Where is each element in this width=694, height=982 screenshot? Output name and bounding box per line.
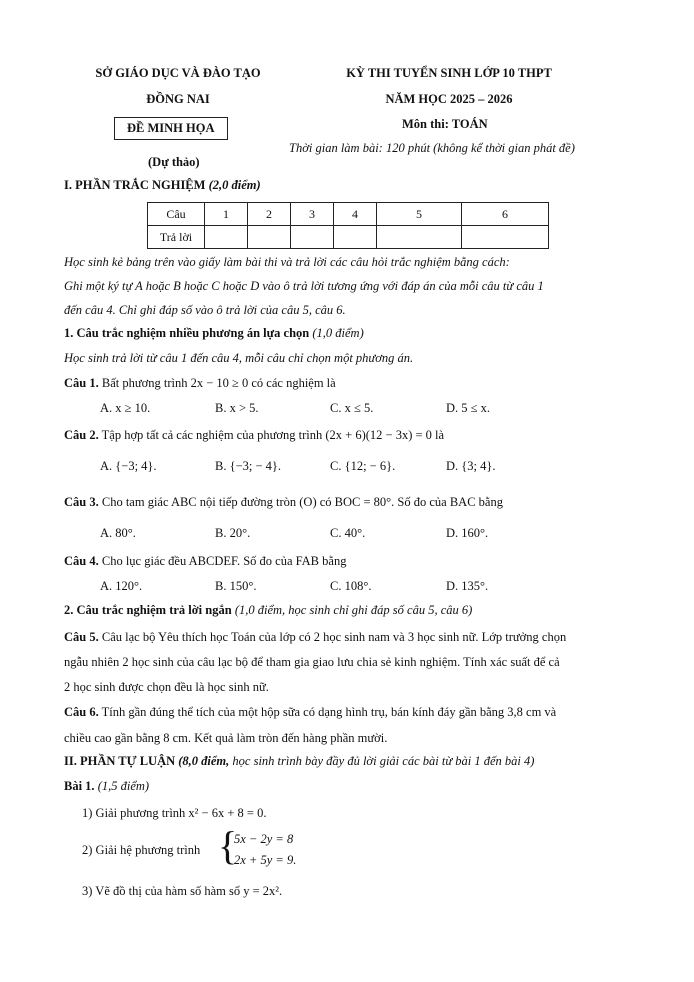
- answer-table: [147, 202, 549, 249]
- answer-cell: [291, 226, 334, 249]
- question-label: Câu 1.: [64, 376, 99, 390]
- bai1-item-3: 3) Vẽ đồ thị của hàm số hàm số y = 2x².: [82, 884, 283, 898]
- q4-option-d: D. 135°.: [446, 579, 489, 593]
- q3-option-a: A. 80°.: [100, 526, 136, 540]
- table-header-question: Câu: [148, 203, 205, 226]
- question-text: Tính gần đúng thể tích của một hộp sữa có dạng hình trụ, bán kính đáy gần bằng 3,8 cm và: [101, 705, 557, 719]
- bai1-heading: [64, 779, 149, 794]
- table-header-answer: Trả lời: [148, 226, 205, 249]
- q1-option-d: D. 5 ≤ x.: [446, 401, 491, 415]
- part2-title: II. PHẦN TỰ LUẬN: [64, 754, 176, 768]
- question-text: Câu lạc bộ Yêu thích học Toán của lớp có 2 học sinh nam và 3 học sinh nữ. Lớp trưởng chọn: [101, 630, 567, 644]
- q2-option-b: B. {−3; − 4}.: [215, 459, 282, 473]
- question-2: [64, 428, 444, 443]
- section1-note: Học sinh trả lời từ câu 1 đến câu 4, mỗi câu chỉ chọn một phương án.: [64, 351, 414, 365]
- instruction-line-3: đến câu 4. Chỉ ghi đáp số vào ô trả lời của câu 5, câu 6.: [64, 303, 346, 317]
- answer-cell: [205, 226, 248, 249]
- department-line-1: SỞ GIÁO DỤC VÀ ĐÀO TẠO: [95, 66, 261, 80]
- school-year: NĂM HỌC 2025 – 2026: [385, 92, 513, 106]
- table-col-4: 4: [334, 203, 377, 226]
- question-5-line-3: 2 học sinh được chọn đều là học sinh nữ.: [64, 680, 269, 694]
- q3-option-d: D. 160°.: [446, 526, 489, 540]
- system-brace: {: [218, 823, 238, 868]
- system-equation-2: 2x + 5y = 9.: [234, 853, 297, 867]
- section2-points: (1,0 điểm, học sinh chỉ ghi đáp số câu 5, câu 6): [234, 603, 473, 617]
- table-col-3: 3: [291, 203, 334, 226]
- instruction-line-2: Ghi một ký tự A hoặc B hoặc C hoặc D vào ô trả lời tương ứng với đáp án của mỗi câu từ câu 1: [64, 279, 544, 293]
- question-1: [64, 376, 336, 391]
- q2-option-a: A. {−3; 4}.: [100, 459, 157, 473]
- sample-exam-badge: ĐỀ MINH HỌA: [114, 117, 228, 140]
- q1-option-b: B. x > 5.: [215, 401, 259, 415]
- part1-heading: [64, 178, 261, 193]
- question-text: Cho tam giác ABC nội tiếp đường tròn (O) có BOC = 80°. Số đo của BAC bằng: [101, 495, 503, 509]
- question-4: [64, 554, 346, 569]
- subject: Môn thi: TOÁN: [402, 117, 488, 131]
- instruction-line-1: Học sinh kẻ bảng trên vào giấy làm bài thi và trả lời các câu hỏi trắc nghiệm bằng cách:: [64, 255, 510, 269]
- q3-option-b: B. 20°.: [215, 526, 251, 540]
- q2-option-d: D. {3; 4}.: [446, 459, 496, 473]
- part2-note: học sinh trình bày đầy đủ lời giải các bài từ bài 1 đến bài 4): [232, 754, 535, 768]
- question-label: Câu 4.: [64, 554, 99, 568]
- q4-option-b: B. 150°.: [215, 579, 257, 593]
- question-5-line-1: [64, 629, 630, 645]
- q4-option-a: A. 120°.: [100, 579, 143, 593]
- part2-heading: [64, 754, 534, 769]
- question-6-line-1: [64, 704, 630, 720]
- department-line-2: ĐỒNG NAI: [146, 92, 210, 106]
- question-label: Câu 2.: [64, 428, 99, 442]
- part2-points: (8,0 điểm,: [178, 754, 230, 768]
- answer-cell: [248, 226, 291, 249]
- table-col-5: 5: [377, 203, 462, 226]
- section1-heading: [64, 326, 364, 341]
- q1-option-a: A. x ≥ 10.: [100, 401, 151, 415]
- bai1-label: Bài 1.: [64, 779, 95, 793]
- question-text: Bất phương trình 2x − 10 ≥ 0 có các nghiệm là: [101, 376, 336, 390]
- question-text: Cho lục giác đều ABCDEF. Số đo của FAB bằng: [101, 554, 347, 568]
- section2-heading: [64, 603, 472, 618]
- q2-option-c: C. {12; − 6}.: [330, 459, 396, 473]
- question-text: Tập hợp tất cả các nghiệm của phương trình (2x + 6)(12 − 3x) = 0 là: [101, 428, 445, 442]
- section1-points: (1,0 điểm): [312, 326, 364, 340]
- exam-title: KỲ THI TUYỂN SINH LỚP 10 THPT: [346, 66, 552, 80]
- bai1-item-2-label: 2) Giải hệ phương trình: [82, 843, 201, 857]
- section2-title: 2. Câu trắc nghiệm trả lời ngắn: [64, 603, 232, 617]
- system-equation-1: 5x − 2y = 8: [234, 832, 294, 846]
- answer-cell: [377, 226, 462, 249]
- question-label: Câu 3.: [64, 495, 99, 509]
- q1-option-c: C. x ≤ 5.: [330, 401, 374, 415]
- question-3: [64, 495, 503, 510]
- bai1-points: (1,5 điểm): [97, 779, 150, 793]
- question-6-line-2: chiều cao gần bằng 8 cm. Kết quả làm tròn đến hàng phần mười.: [64, 731, 388, 745]
- time-allowed: Thời gian làm bài: 120 phút (không kể thời gian phát đề): [289, 141, 575, 155]
- q4-option-c: C. 108°.: [330, 579, 372, 593]
- q3-option-c: C. 40°.: [330, 526, 366, 540]
- answer-cell: [334, 226, 377, 249]
- table-col-6: 6: [462, 203, 549, 226]
- section1-title: 1. Câu trắc nghiệm nhiều phương án lựa chọn: [64, 326, 310, 340]
- question-label: Câu 5.: [64, 630, 99, 644]
- bai1-item-1: 1) Giải phương trình x² − 6x + 8 = 0.: [82, 806, 267, 820]
- answer-cell: [462, 226, 549, 249]
- table-col-2: 2: [248, 203, 291, 226]
- part1-title: I. PHẦN TRẮC NGHIỆM: [64, 178, 206, 192]
- question-5-line-2: ngẫu nhiên 2 học sinh của câu lạc bộ để tham gia giao lưu chia sẻ kinh nghiệm. Tính xác suất để cả: [64, 655, 560, 669]
- table-col-1: 1: [205, 203, 248, 226]
- draft-label: (Dự thảo): [148, 155, 200, 169]
- part1-points: (2,0 điểm): [208, 178, 261, 192]
- question-label: Câu 6.: [64, 705, 99, 719]
